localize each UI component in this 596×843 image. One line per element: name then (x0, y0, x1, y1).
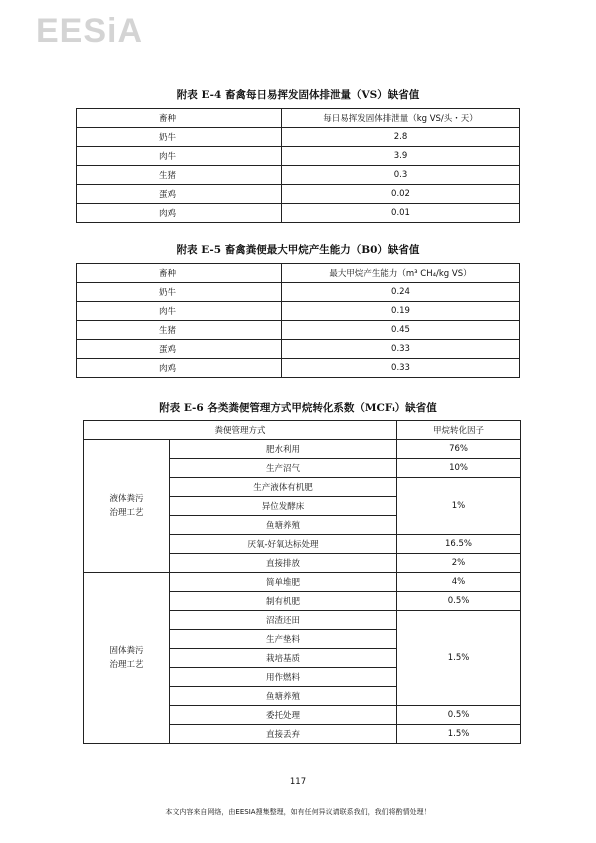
table-cell: 0.33 (282, 359, 520, 378)
table-cell: 2.8 (282, 128, 520, 147)
table-e6 (83, 420, 521, 744)
table-cell: 0.3 (282, 166, 520, 185)
column-header: 最大甲烷产生能力（m³ CH₄/kg VS） (282, 264, 520, 283)
table-cell: 3.9 (282, 147, 520, 166)
method-cell: 异位发酵床 (170, 497, 397, 516)
table-row (84, 573, 521, 592)
table-cell: 0.01 (282, 204, 520, 223)
group-label-liquid: 液体粪污 治理工艺 (84, 440, 170, 573)
table-row (77, 283, 520, 302)
method-cell: 厌氧-好氧达标处理 (170, 535, 397, 554)
table-row (77, 321, 520, 340)
table-cell: 奶牛 (77, 283, 282, 302)
method-cell: 鱼塘养殖 (170, 687, 397, 706)
method-cell: 肥水利用 (170, 440, 397, 459)
method-cell: 直接丢弃 (170, 725, 397, 744)
table-cell: 奶牛 (77, 128, 282, 147)
column-header: 每日易挥发固体排泄量（kg VS/头・天） (282, 109, 520, 128)
table-header-row (84, 421, 521, 440)
method-cell: 沼渣还田 (170, 611, 397, 630)
table-e5-title: 附表 E-5 畜禽粪便最大甲烷产生能力（B0）缺省值 (176, 244, 420, 256)
method-cell: 简单堆肥 (170, 573, 397, 592)
factor-cell: 16.5% (397, 535, 521, 554)
factor-cell: 1% (397, 478, 521, 535)
table-header-row (77, 264, 520, 283)
method-cell: 生产液体有机肥 (170, 478, 397, 497)
factor-cell: 76% (397, 440, 521, 459)
table-row (77, 340, 520, 359)
table-cell: 生猪 (77, 321, 282, 340)
column-header: 粪便管理方式 (84, 421, 397, 440)
table-cell: 肉牛 (77, 147, 282, 166)
method-cell: 制有机肥 (170, 592, 397, 611)
table-row (84, 440, 521, 459)
table-row (77, 185, 520, 204)
factor-cell: 1.5% (397, 611, 521, 706)
table-cell: 0.33 (282, 340, 520, 359)
table-cell: 0.45 (282, 321, 520, 340)
table-header-row (77, 109, 520, 128)
column-header: 畜种 (77, 109, 282, 128)
page-number: 117 (289, 777, 307, 787)
factor-cell: 1.5% (397, 725, 521, 744)
table-e6-title: 附表 E-6 各类粪便管理方式甲烷转化系数（MCFᵢ）缺省值 (159, 402, 437, 414)
table-e4 (76, 108, 520, 223)
column-header: 甲烷转化因子 (397, 421, 521, 440)
factor-cell: 10% (397, 459, 521, 478)
table-cell: 肉牛 (77, 302, 282, 321)
method-cell: 鱼塘养殖 (170, 516, 397, 535)
table-cell: 肉鸡 (77, 204, 282, 223)
table-cell: 蛋鸡 (77, 340, 282, 359)
method-cell: 栽培基质 (170, 649, 397, 668)
method-cell: 用作燃料 (170, 668, 397, 687)
footer-note: 本文内容来自网络，由EESIA搜集整理，如有任何异议请联系我们，我们将酌情处理！ (165, 808, 431, 816)
table-row (77, 147, 520, 166)
factor-cell: 0.5% (397, 592, 521, 611)
table-cell: 0.02 (282, 185, 520, 204)
table-row (77, 204, 520, 223)
method-cell: 生产沼气 (170, 459, 397, 478)
table-e4-title: 附表 E-4 畜禽每日易挥发固体排泄量（VS）缺省值 (176, 89, 420, 101)
method-cell: 委托处理 (170, 706, 397, 725)
table-cell: 肉鸡 (77, 359, 282, 378)
table-row (77, 302, 520, 321)
table-cell: 蛋鸡 (77, 185, 282, 204)
eesia-logo: EESiA (36, 12, 144, 50)
factor-cell: 2% (397, 554, 521, 573)
group-label-solid: 固体粪污 治理工艺 (84, 573, 170, 744)
column-header: 畜种 (77, 264, 282, 283)
method-cell: 生产垫料 (170, 630, 397, 649)
table-row (77, 166, 520, 185)
method-cell: 直接排放 (170, 554, 397, 573)
table-cell: 0.24 (282, 283, 520, 302)
table-row (77, 359, 520, 378)
table-e5 (76, 263, 520, 378)
factor-cell: 4% (397, 573, 521, 592)
factor-cell: 0.5% (397, 706, 521, 725)
table-cell: 生猪 (77, 166, 282, 185)
table-row (77, 128, 520, 147)
table-cell: 0.19 (282, 302, 520, 321)
